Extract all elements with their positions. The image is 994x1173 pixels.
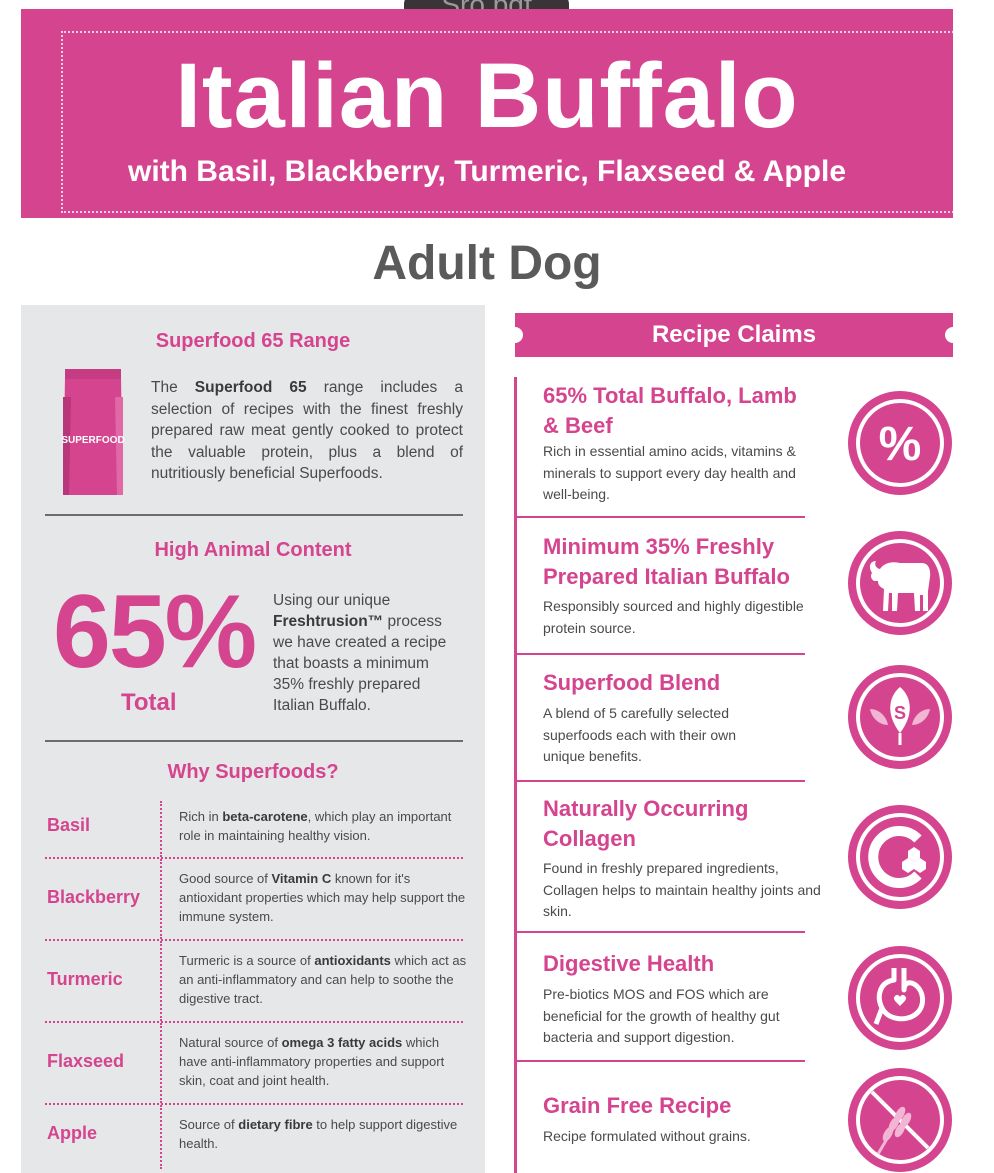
buffalo-icon [848,531,952,635]
life-stage-title: Adult Dog [372,237,602,290]
animal-content-heading: High Animal Content [154,539,352,561]
product-subtitle: with Basil, Blackberry, Turmeric, Flaxseed & Apple [127,155,847,188]
claim-divider [516,1060,805,1062]
claim-divider [516,516,805,518]
superfood-name: Blackberry [47,887,141,907]
superfood-benefit: Rich in beta-carotene, which play an important role in maintaining healthy vision. [179,809,452,843]
claim-divider [516,653,805,655]
info-panel [21,305,485,1173]
claim-divider [516,931,805,933]
superfood-benefit: Source of dietary fibre to help support digestive health. [179,1117,458,1151]
product-title: Italian Buffalo [175,45,799,147]
claim-description: Found in freshly prepared ingredients, Collagen helps to maintain healthy joints and skin. [543,860,821,919]
claim-description: A blend of 5 carefully selected superfoods each with their own unique benefits. [543,705,736,764]
claim-description: Rich in essential amino acids, vitamins & minerals to support every day health and well-being. [543,443,796,502]
recipe-claims-title: Recipe Claims [651,321,817,348]
section-divider [45,740,463,742]
claim-description: Recipe formulated without grains. [543,1128,751,1144]
claim-description: Pre-biotics MOS and FOS which are beneficial for the growth of healthy gut bacteria and support digestion. [543,986,780,1045]
total-percentage: 65% [53,574,256,690]
grain-free-icon [848,1068,952,1172]
superfood-name: Apple [47,1123,98,1143]
claim-title: Superfood Blend [543,670,721,695]
claim-title: Grain Free Recipe [543,1093,732,1118]
title-banner [21,9,953,218]
superfood-name: Basil [47,815,91,835]
collagen-icon [848,805,952,909]
svg-text:S: S [893,703,907,723]
food-bag-icon [59,367,127,497]
percent-icon [848,391,952,495]
claim-divider [516,780,805,782]
range-heading: Superfood 65 Range [155,330,351,352]
claim-title: Digestive Health [543,951,715,976]
section-divider [45,514,463,516]
claim-title: Naturally Occurring Collagen [543,796,749,851]
claim-title: 65% Total Buffalo, Lamb & Beef [543,383,797,438]
claims-vertical-rule [514,377,517,1173]
superfood-row [45,1105,463,1169]
total-label: Total [121,689,177,716]
superfood-row [45,941,467,1023]
freshtrusion-description: Using our unique Freshtrusion™ process we have created a recipe that boasts a minimum 35% freshly prepared Italian Buffalo. [273,592,447,714]
superfood-name: Flaxseed [47,1051,125,1071]
superfood-row [45,859,466,941]
why-superfoods-heading: Why Superfoods? [167,761,339,783]
superfood-benefit: Good source of Vitamin C known for it's antioxidant properties which may help support the immune system. [179,871,466,924]
superfood-row [45,1023,463,1105]
svg-text:%: % [878,418,922,471]
superfood-name: Turmeric [47,969,123,989]
stomach-icon [848,946,952,1050]
superfood-benefit: Natural source of omega 3 fatty acids which have anti-inflammatory properties and support skin, coat and joint health. [179,1035,445,1088]
claim-description: Responsibly sourced and highly digestible protein source. [543,598,804,636]
range-description: The Superfood 65 range includes a selection of recipes with the finest freshly prepared raw meat gently cooked to protect the valuable protein, plus a blend of nutritiously beneficial Superfoods. [151,379,464,482]
recipe-claims-header [515,313,953,357]
claim-title: Minimum 35% Freshly Prepared Italian Buffalo [543,534,790,589]
superfood-row [45,801,463,859]
bag-label: SUPERFOOD [61,435,125,446]
superfood-leaf-icon [848,665,952,769]
superfood-benefit: Turmeric is a source of antioxidants which act as an anti-inflammatory and can help to soothe the digestive tract. [179,953,467,1006]
